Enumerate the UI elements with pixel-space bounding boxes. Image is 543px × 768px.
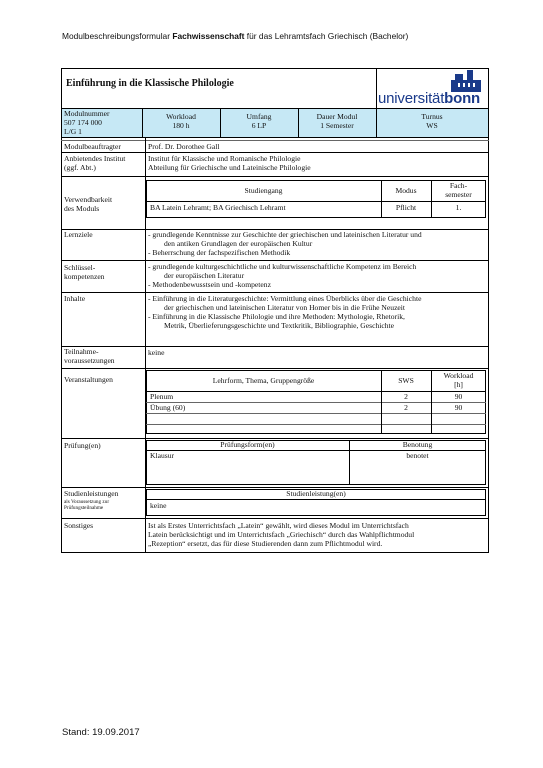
col-workload-1: Workload <box>443 371 474 380</box>
lernziele-line-3: - Beherrschung der fachspezifischen Methodik <box>148 248 291 257</box>
veranstaltung-row-1-sws: 2 <box>404 392 408 401</box>
dauer-value: 1 Semester <box>320 121 354 130</box>
studienleistung-value: keine <box>150 501 167 510</box>
header-bold: Fachwissenschaft <box>172 31 245 41</box>
logo-part2: bonn <box>444 90 481 107</box>
institut-label-2: (ggf. Abt.) <box>64 163 96 172</box>
teilnahme-label-2: voraussetzungen <box>64 356 115 365</box>
institut-line-2: Abteilung für Griechische und Lateinische Philologie <box>148 163 311 172</box>
col-sws: SWS <box>398 376 414 385</box>
document-header <box>62 31 408 41</box>
module-code: L/G 1 <box>64 127 82 136</box>
schluessel-line-2: der europäischen Literatur <box>164 271 245 280</box>
modulnummer-value: 507 174 000 <box>64 118 102 127</box>
rule <box>61 140 489 141</box>
studienleistungen-label: Studienleistungen <box>64 489 119 498</box>
col-lehrform: Lehrform, Thema, Gruppengröße <box>212 376 315 385</box>
rule <box>146 424 486 425</box>
inhalte-line-3: - Einführung in die Klassische Philologie und ihre Methoden: Mythologie, Rhetorik, <box>148 312 405 321</box>
label-column-divider <box>145 137 146 553</box>
institut-label-1: Anbietendes Institut <box>64 154 126 163</box>
module-title: Einführung in die Klassische Philologie <box>66 78 234 89</box>
col-workload-2: [h] <box>454 380 463 389</box>
benotung-value: benotet <box>406 451 429 460</box>
turnus-value: WS <box>426 121 438 130</box>
veranstaltung-row-1-workload: 90 <box>454 392 463 401</box>
rule <box>61 292 489 293</box>
rule <box>61 346 489 347</box>
studienleistungen-sublabel-1: als Voraussetzung zur <box>64 499 110 505</box>
rule <box>61 368 489 369</box>
rule <box>61 438 489 439</box>
bonn-building-icon <box>449 70 483 92</box>
institut-line-1: Institut für Klassische und Romanische Philologie <box>148 154 301 163</box>
veranstaltung-row-2-lehrform: Übung (60) <box>150 403 186 412</box>
logo-wordmark <box>378 90 480 107</box>
sonstiges-line-3: „Rezeption“ ersetzt, das für diese Studierenden dann zum Pflichtmodul wird. <box>148 539 383 548</box>
turnus-label: Turnus <box>421 112 443 121</box>
rule <box>61 152 489 153</box>
sonstiges-line-2: Latein berücksichtigt und im Unterrichtsfach „Griechisch“ durch das Wahlpflichtmodul <box>148 530 415 539</box>
university-logo <box>377 69 488 108</box>
beauftragter-label: Modulbeauftragter <box>64 142 121 151</box>
col-pruefungsform: Prüfungsform(en) <box>220 440 275 449</box>
rule <box>61 108 489 109</box>
rule <box>146 201 486 202</box>
schluessel-line-1: - grundlegende kulturgeschichtliche und kulturwissenschaftliche Kompetenz im Bereich <box>148 262 417 271</box>
col-fachsemester-2: semester <box>445 190 472 199</box>
dauer-label: Dauer Modul <box>316 112 358 121</box>
rule <box>61 176 489 177</box>
rule <box>61 487 489 488</box>
beauftragter-value: Prof. Dr. Dorothee Gall <box>148 142 220 151</box>
umfang-value: 6 LP <box>251 121 267 130</box>
pruefung-label: Prüfung(en) <box>64 441 101 450</box>
veranstaltung-row-2-workload: 90 <box>454 403 463 412</box>
teilnahme-label-1: Teilnahme- <box>64 347 99 356</box>
col-fachsemester-1: Fach- <box>449 181 468 190</box>
lernziele-label: Lernziele <box>64 230 93 239</box>
modus-value: Pflicht <box>395 203 417 212</box>
modulnummer-label: Modulnummer <box>64 109 110 118</box>
schluessel-label-1: Schlüssel- <box>64 263 96 272</box>
umfang-label: Umfang <box>246 112 272 121</box>
sonstiges-line-1: Ist als Erstes Unterrichtsfach „Latein“ gewählt, wird dieses Modul im Unterrichtsfach <box>148 521 409 530</box>
footer-stand: Stand: 19.09.2017 <box>62 727 140 738</box>
rule <box>61 137 489 138</box>
rule <box>61 260 489 261</box>
col-studienleistung: Studienleistung(en) <box>286 489 346 498</box>
rule <box>146 413 486 414</box>
inhalte-line-1: - Einführung in die Literaturgeschichte: Vermittlung eines Überblicks über die Geschichte <box>148 294 422 303</box>
pruefungsform-value: Klausur <box>150 451 175 460</box>
veranstaltungen-label: Veranstaltungen <box>64 375 113 384</box>
col-modus: Modus <box>395 186 417 195</box>
logo-part1: universität <box>378 90 445 107</box>
inhalte-label: Inhalte <box>64 294 86 303</box>
rule <box>146 450 486 451</box>
inhalte-line-2: der griechischen und lateinischen Literatur von Homer bis in die Frühe Neuzeit <box>164 303 406 312</box>
col-studiengang: Studiengang <box>244 186 283 195</box>
veranstaltung-row-2-sws: 2 <box>404 403 408 412</box>
lernziele-line-2: den antiken Grundlagen der europäischen Kultur <box>164 239 313 248</box>
rule <box>146 391 486 392</box>
verwendbarkeit-label-2: des Moduls <box>64 204 100 213</box>
workload-value: 180 h <box>172 121 190 130</box>
veranstaltung-row-1-lehrform: Plenum <box>150 392 174 401</box>
schluessel-label-2: kompetenzen <box>64 272 105 281</box>
lernziele-line-1: - grundlegende Kenntnisse zur Geschichte der griechischen und lateinischen Literatur und <box>148 230 422 239</box>
rule <box>61 518 489 519</box>
sonstiges-label: Sonstiges <box>64 521 94 530</box>
semester-value: 1. <box>455 203 462 212</box>
studienleistungen-sublabel-2: Prüfungsteilnahme <box>64 505 104 511</box>
workload-label: Workload <box>166 112 196 121</box>
schluessel-line-3: - Methodenbewusstsein und -kompetenz <box>148 280 271 289</box>
teilnahme-value: keine <box>148 348 165 357</box>
header-prefix: Modulbeschreibungsformular <box>62 31 173 41</box>
header-suffix: für das Lehramtsfach Griechisch (Bachelor) <box>244 31 409 41</box>
verwendbarkeit-label-1: Verwendbarkeit <box>64 195 113 204</box>
rule <box>146 499 486 500</box>
studiengang-value: BA Latein Lehramt; BA Griechisch Lehramt <box>150 203 286 212</box>
inhalte-line-4: Metrik, Überlieferungsgeschichte und Textkritik, Bibliographie, Geschichte <box>164 321 395 330</box>
col-benotung: Benotung <box>402 440 433 449</box>
rule <box>146 402 486 403</box>
